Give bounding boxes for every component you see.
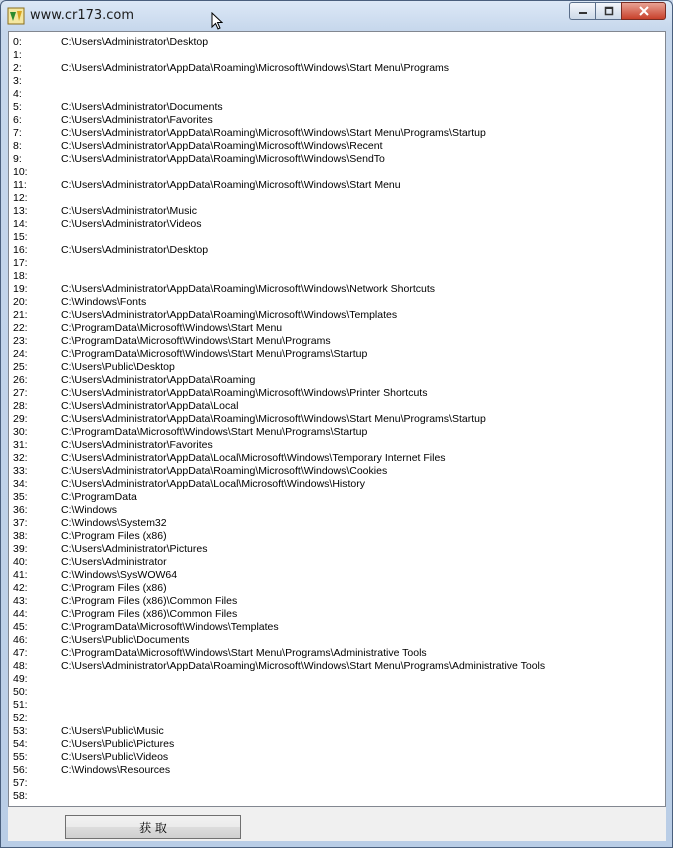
row-index: 30: bbox=[13, 426, 28, 438]
row-index: 9: bbox=[13, 153, 22, 165]
list-item[interactable] bbox=[13, 465, 545, 478]
row-index: 7: bbox=[13, 127, 22, 139]
row-index: 10: bbox=[13, 166, 28, 178]
list-item[interactable] bbox=[13, 62, 545, 75]
list-item[interactable] bbox=[13, 764, 545, 777]
list-item[interactable] bbox=[13, 673, 545, 686]
row-index: 13: bbox=[13, 205, 28, 217]
list-item[interactable] bbox=[13, 205, 545, 218]
row-path: C:\Program Files (x86)\Common Files bbox=[61, 608, 238, 620]
list-item[interactable] bbox=[13, 439, 545, 452]
row-index: 37: bbox=[13, 517, 28, 529]
list-item[interactable] bbox=[13, 517, 545, 530]
list-item[interactable] bbox=[13, 400, 545, 413]
list-item[interactable] bbox=[13, 491, 545, 504]
row-index: 41: bbox=[13, 569, 28, 581]
row-index: 39: bbox=[13, 543, 28, 555]
row-path: C:\Users\Public\Music bbox=[61, 725, 164, 737]
row-index: 36: bbox=[13, 504, 28, 516]
client-area bbox=[8, 31, 666, 841]
row-index: 29: bbox=[13, 413, 28, 425]
row-path: C:\Users\Administrator\AppData\Roaming\Microsoft\Windows\Start Menu\Programs bbox=[61, 62, 450, 74]
row-index: 47: bbox=[13, 647, 28, 659]
close-button[interactable] bbox=[621, 2, 666, 20]
row-path: C:\Users\Public\Desktop bbox=[61, 361, 175, 373]
list-item[interactable] bbox=[13, 192, 545, 205]
row-path: C:\Windows\Resources bbox=[61, 764, 171, 776]
list-item[interactable] bbox=[13, 634, 545, 647]
row-path: C:\Users\Administrator bbox=[61, 556, 167, 568]
row-path: C:\Users\Administrator\AppData\Roaming\Microsoft\Windows\Recent bbox=[61, 140, 383, 152]
row-index: 48: bbox=[13, 660, 28, 672]
row-path: C:\Program Files (x86) bbox=[61, 530, 167, 542]
row-path: C:\ProgramData\Microsoft\Windows\Start Menu bbox=[61, 322, 283, 334]
list-item[interactable] bbox=[13, 166, 545, 179]
row-index: 16: bbox=[13, 244, 28, 256]
list-item[interactable] bbox=[13, 387, 545, 400]
list-item[interactable] bbox=[13, 114, 545, 127]
row-path: C:\Users\Administrator\AppData\Roaming\Microsoft\Windows\Start Menu\Programs\Startup bbox=[61, 127, 486, 139]
row-index: 20: bbox=[13, 296, 28, 308]
row-index: 51: bbox=[13, 699, 28, 711]
row-path: C:\Users\Public\Pictures bbox=[61, 738, 175, 750]
app-icon bbox=[7, 7, 25, 25]
folder-list[interactable] bbox=[8, 31, 666, 807]
row-index: 27: bbox=[13, 387, 28, 399]
row-index: 25: bbox=[13, 361, 28, 373]
list-item[interactable] bbox=[13, 699, 545, 712]
row-path: C:\ProgramData\Microsoft\Windows\Templates bbox=[61, 621, 279, 633]
row-path: C:\Users\Public\Videos bbox=[61, 751, 169, 763]
row-index: 2: bbox=[13, 62, 22, 74]
row-path: C:\ProgramData bbox=[61, 491, 137, 503]
row-path: C:\Users\Administrator\AppData\Roaming\Microsoft\Windows\Network Shortcuts bbox=[61, 283, 436, 295]
row-path: C:\Users\Administrator\AppData\Local\Microsoft\Windows\History bbox=[61, 478, 366, 490]
row-path: C:\Users\Administrator\Pictures bbox=[61, 543, 208, 555]
list-item[interactable] bbox=[13, 647, 545, 660]
row-path: C:\Windows\System32 bbox=[61, 517, 167, 529]
row-index: 35: bbox=[13, 491, 28, 503]
row-path: C:\Users\Administrator\Desktop bbox=[61, 36, 209, 48]
list-item[interactable] bbox=[13, 595, 545, 608]
row-index: 1: bbox=[13, 49, 22, 61]
row-path: C:\Users\Administrator\AppData\Roaming\Microsoft\Windows\Start Menu\Programs\Administrative Tools bbox=[61, 660, 546, 672]
row-path: C:\Users\Administrator\AppData\Roaming\Microsoft\Windows\Start Menu bbox=[61, 179, 401, 191]
row-path: C:\Users\Administrator\AppData\Roaming bbox=[61, 374, 256, 386]
row-index: 43: bbox=[13, 595, 28, 607]
list-item[interactable] bbox=[13, 244, 545, 257]
list-item[interactable] bbox=[13, 504, 545, 517]
minimize-icon bbox=[578, 6, 588, 16]
list-item[interactable] bbox=[13, 582, 545, 595]
list-item[interactable] bbox=[13, 140, 545, 153]
row-path: C:\Users\Administrator\Music bbox=[61, 205, 197, 217]
maximize-icon bbox=[604, 6, 614, 16]
list-item[interactable] bbox=[13, 348, 545, 361]
row-path: C:\Windows bbox=[61, 504, 118, 516]
maximize-button[interactable] bbox=[595, 2, 621, 20]
list-item[interactable] bbox=[13, 790, 545, 803]
list-item[interactable] bbox=[13, 725, 545, 738]
row-index: 19: bbox=[13, 283, 28, 295]
list-item[interactable] bbox=[13, 75, 545, 88]
row-path: C:\Program Files (x86) bbox=[61, 582, 167, 594]
row-path: C:\Users\Administrator\AppData\Local\Microsoft\Windows\Temporary Internet Files bbox=[61, 452, 446, 464]
list-item[interactable] bbox=[13, 49, 545, 62]
row-path: C:\Users\Administrator\AppData\Roaming\Microsoft\Windows\SendTo bbox=[61, 153, 385, 165]
row-index: 32: bbox=[13, 452, 28, 464]
row-path: C:\Windows\Fonts bbox=[61, 296, 147, 308]
row-index: 3: bbox=[13, 75, 22, 87]
list-item[interactable] bbox=[13, 712, 545, 725]
row-index: 17: bbox=[13, 257, 28, 269]
row-path: C:\Program Files (x86)\Common Files bbox=[61, 595, 238, 607]
list-item[interactable] bbox=[13, 179, 545, 192]
close-icon bbox=[638, 6, 650, 16]
row-index: 8: bbox=[13, 140, 22, 152]
row-path: C:\ProgramData\Microsoft\Windows\Start Menu\Programs bbox=[61, 335, 331, 347]
row-path: C:\Users\Administrator\Favorites bbox=[61, 439, 213, 451]
row-path: C:\Users\Administrator\AppData\Roaming\Microsoft\Windows\Printer Shortcuts bbox=[61, 387, 428, 399]
row-path: C:\Users\Administrator\Videos bbox=[61, 218, 202, 230]
list-item[interactable] bbox=[13, 153, 545, 166]
row-index: 18: bbox=[13, 270, 28, 282]
row-index: 26: bbox=[13, 374, 28, 386]
row-index: 34: bbox=[13, 478, 28, 490]
list-item[interactable] bbox=[13, 296, 545, 309]
get-button[interactable]: 获 取 bbox=[65, 815, 241, 839]
list-item[interactable] bbox=[13, 88, 545, 101]
list-item[interactable] bbox=[13, 335, 545, 348]
list-item[interactable] bbox=[13, 530, 545, 543]
row-index: 0: bbox=[13, 36, 22, 48]
list-item[interactable] bbox=[13, 36, 545, 49]
row-index: 49: bbox=[13, 673, 28, 685]
row-index: 57: bbox=[13, 777, 28, 789]
row-index: 22: bbox=[13, 322, 28, 334]
list-item[interactable] bbox=[13, 218, 545, 231]
list-item[interactable] bbox=[13, 309, 545, 322]
list-item[interactable] bbox=[13, 608, 545, 621]
row-index: 15: bbox=[13, 231, 28, 243]
list-item[interactable] bbox=[13, 452, 545, 465]
minimize-button[interactable] bbox=[569, 2, 595, 20]
list-item[interactable] bbox=[13, 231, 545, 244]
list-item[interactable] bbox=[13, 543, 545, 556]
row-path: C:\ProgramData\Microsoft\Windows\Start Menu\Programs\Startup bbox=[61, 426, 368, 438]
row-index: 23: bbox=[13, 335, 28, 347]
row-path: C:\Users\Administrator\AppData\Roaming\Microsoft\Windows\Start Menu\Programs\Startup bbox=[61, 413, 486, 425]
list-item[interactable] bbox=[13, 621, 545, 634]
list-item[interactable] bbox=[13, 361, 545, 374]
row-index: 4: bbox=[13, 88, 22, 100]
caption-buttons bbox=[569, 2, 666, 20]
row-index: 5: bbox=[13, 101, 22, 113]
row-path: C:\Users\Administrator\AppData\Roaming\Microsoft\Windows\Templates bbox=[61, 309, 398, 321]
list-item[interactable] bbox=[13, 777, 545, 790]
row-index: 24: bbox=[13, 348, 28, 360]
list-item[interactable] bbox=[13, 660, 545, 673]
window-title: www.cr173.com bbox=[30, 8, 135, 23]
list-item[interactable] bbox=[13, 686, 545, 699]
row-path: C:\Users\Administrator\Desktop bbox=[61, 244, 209, 256]
row-path: C:\Users\Administrator\AppData\Local bbox=[61, 400, 239, 412]
row-index: 40: bbox=[13, 556, 28, 568]
list-item[interactable] bbox=[13, 127, 545, 140]
list-item[interactable] bbox=[13, 270, 545, 283]
list-item[interactable] bbox=[13, 374, 545, 387]
row-index: 50: bbox=[13, 686, 28, 698]
row-index: 14: bbox=[13, 218, 28, 230]
row-index: 52: bbox=[13, 712, 28, 724]
row-path: C:\ProgramData\Microsoft\Windows\Start Menu\Programs\Administrative Tools bbox=[61, 647, 427, 659]
row-index: 42: bbox=[13, 582, 28, 594]
row-index: 38: bbox=[13, 530, 28, 542]
list-item[interactable] bbox=[13, 569, 545, 582]
list-item[interactable] bbox=[13, 751, 545, 764]
row-path: C:\Users\Administrator\Favorites bbox=[61, 114, 213, 126]
list-item[interactable] bbox=[13, 283, 545, 296]
row-path: C:\Users\Administrator\AppData\Roaming\Microsoft\Windows\Cookies bbox=[61, 465, 388, 477]
list-item[interactable] bbox=[13, 257, 545, 270]
row-index: 45: bbox=[13, 621, 28, 633]
row-index: 33: bbox=[13, 465, 28, 477]
list-item[interactable] bbox=[13, 478, 545, 491]
row-index: 54: bbox=[13, 738, 28, 750]
row-path: C:\Users\Public\Documents bbox=[61, 634, 190, 646]
row-index: 56: bbox=[13, 764, 28, 776]
row-index: 44: bbox=[13, 608, 28, 620]
list-item[interactable] bbox=[13, 738, 545, 751]
title-bar[interactable] bbox=[1, 1, 672, 31]
row-index: 12: bbox=[13, 192, 28, 204]
row-index: 21: bbox=[13, 309, 28, 321]
row-index: 55: bbox=[13, 751, 28, 763]
row-index: 31: bbox=[13, 439, 28, 451]
row-path: C:\Windows\SysWOW64 bbox=[61, 569, 178, 581]
row-index: 11: bbox=[13, 179, 27, 191]
row-path: C:\ProgramData\Microsoft\Windows\Start Menu\Programs\Startup bbox=[61, 348, 368, 360]
list-item[interactable] bbox=[13, 101, 545, 114]
folder-list-rows bbox=[13, 36, 545, 803]
row-index: 53: bbox=[13, 725, 28, 737]
mouse-cursor-icon bbox=[211, 12, 223, 30]
list-item[interactable] bbox=[13, 426, 545, 439]
row-index: 46: bbox=[13, 634, 28, 646]
row-index: 6: bbox=[13, 114, 22, 126]
row-path: C:\Users\Administrator\Documents bbox=[61, 101, 223, 113]
list-item[interactable] bbox=[13, 322, 545, 335]
list-item[interactable] bbox=[13, 413, 545, 426]
row-index: 58: bbox=[13, 790, 28, 802]
row-index: 28: bbox=[13, 400, 28, 412]
list-item[interactable] bbox=[13, 556, 545, 569]
